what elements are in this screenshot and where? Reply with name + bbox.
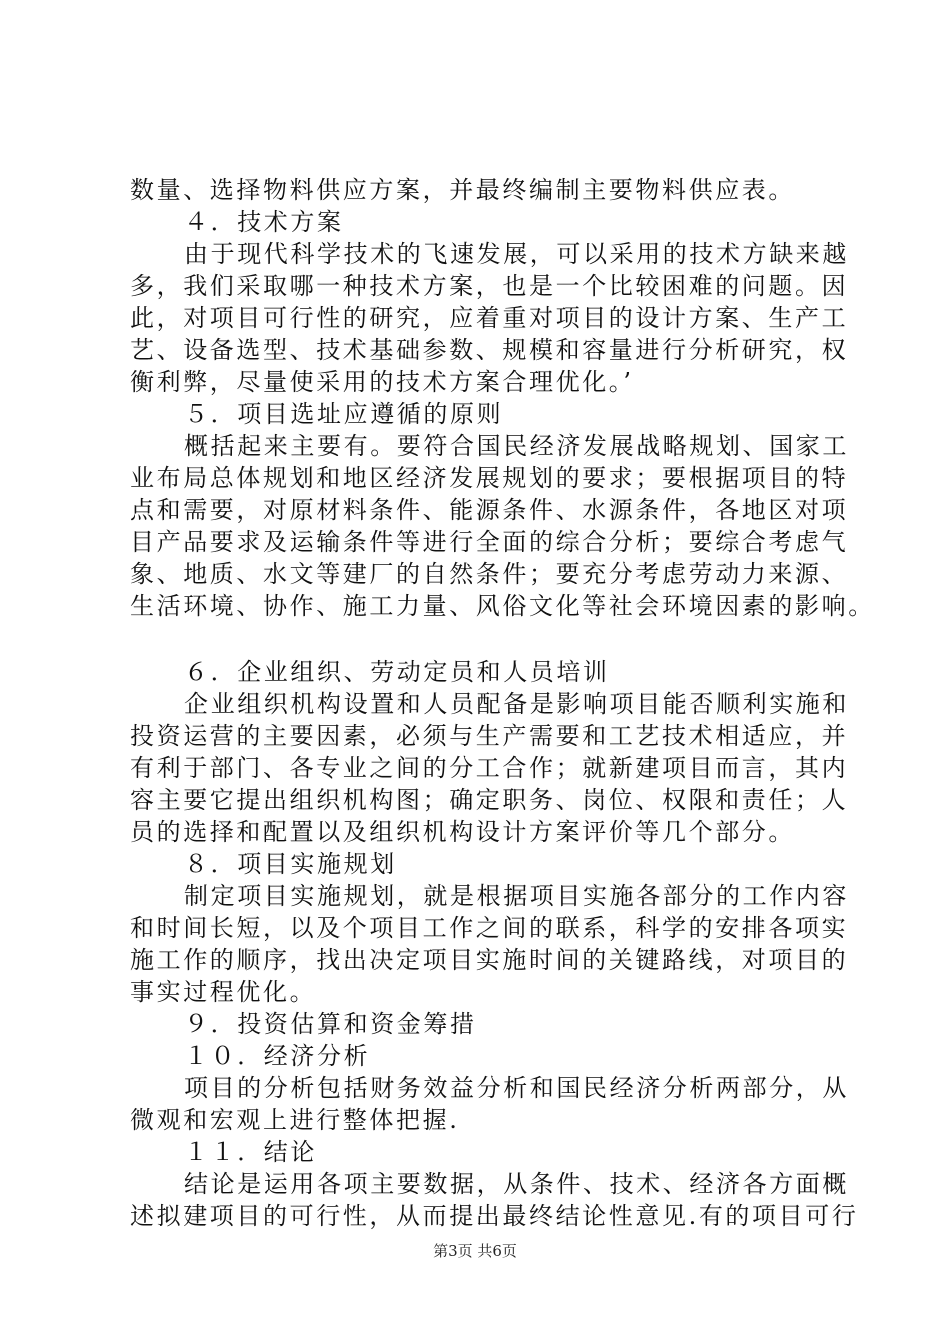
text-line: 业布局总体规划和地区经济发展规划的要求；要根据项目的特 xyxy=(130,464,849,492)
text-line: 投资运营的主要因素，必须与生产需要和工艺技术相适应，并 xyxy=(130,722,849,750)
paragraph-gap xyxy=(130,622,845,656)
text-line: 象、地质、水文等建厂的自然条件；要充分考虑劳动力来源、 xyxy=(130,560,849,588)
text-line: 结论是运用各项主要数据，从条件、技术、经济各方面概 xyxy=(184,1170,849,1198)
document-body xyxy=(130,174,875,1232)
text-line: 概括起来主要有。要符合国民经济发展战略规划、国家工 xyxy=(184,432,849,460)
text-line: 员的选择和配置以及组织机构设计方案评价等几个部分。 xyxy=(130,818,795,846)
text-line: 微观和宏观上进行整体把握. xyxy=(130,1106,460,1134)
text-line: 数量、选择物料供应方案，并最终编制主要物料供应表。 xyxy=(130,176,795,204)
text-line: 此，对项目可行性的研究，应着重对项目的设计方案、生产工 xyxy=(130,304,849,332)
section-heading: ５．项目选址应遵循的原则 xyxy=(184,400,504,428)
text-line: 项目的分析包括财务效益分析和国民经济分析两部分，从 xyxy=(184,1074,849,1102)
text-line: 容主要它提出组织机构图；确定职务、岗位、权限和责任；人 xyxy=(130,786,849,814)
text-line: 衡利弊，尽量使采用的技术方案合理优化。’ xyxy=(130,368,634,396)
section-heading: ４．技术方案 xyxy=(184,208,344,236)
section-heading: ８．项目实施规划 xyxy=(184,850,397,878)
text-line: 由于现代科学技术的飞速发展，可以采用的技术方缺来越 xyxy=(184,240,849,268)
text-line: 述拟建项目的可行性，从而提出最终结论性意见.有的项目可行 xyxy=(130,1202,859,1230)
text-line: 生活环境、协作、施工力量、风俗文化等社会环境因素的影响。 xyxy=(130,592,875,620)
text-line: 事实过程优化。 xyxy=(130,978,317,1006)
text-line: 多，我们采取哪一种技术方案，也是一个比较困难的问题。因 xyxy=(130,272,849,300)
text-line: 企业组织机构设置和人员配备是影响项目能否顺利实施和 xyxy=(184,690,849,718)
text-line: 点和需要，对原材料条件、能源条件、水源条件，各地区对项 xyxy=(130,496,849,524)
text-line: 目产品要求及运输条件等进行全面的综合分析；要综合考虑气 xyxy=(130,528,849,556)
section-heading: ６．企业组织、劳动定员和人员培训 xyxy=(184,658,610,686)
section-heading: ９．投资估算和资金筹措 xyxy=(184,1010,477,1038)
text-line: 有利于部门、各专业之间的分工合作；就新建项目而言，其内 xyxy=(130,754,849,782)
text-line: 制定项目实施规划，就是根据项目实施各部分的工作内容 xyxy=(184,882,849,910)
text-line: 艺、设备选型、技术基础参数、规模和容量进行分析研究，权 xyxy=(130,336,849,364)
section-heading: １１．结论 xyxy=(184,1138,317,1166)
text-line: 和时间长短，以及个项目工作之间的联系，科学的安排各项实 xyxy=(130,914,849,942)
text-line: 施工作的顺序，找出决定项目实施时间的关键路线，对项目的 xyxy=(130,946,849,974)
section-heading: １０．经济分析 xyxy=(184,1042,371,1070)
page-number: 第3页 共6页 xyxy=(433,1242,517,1260)
